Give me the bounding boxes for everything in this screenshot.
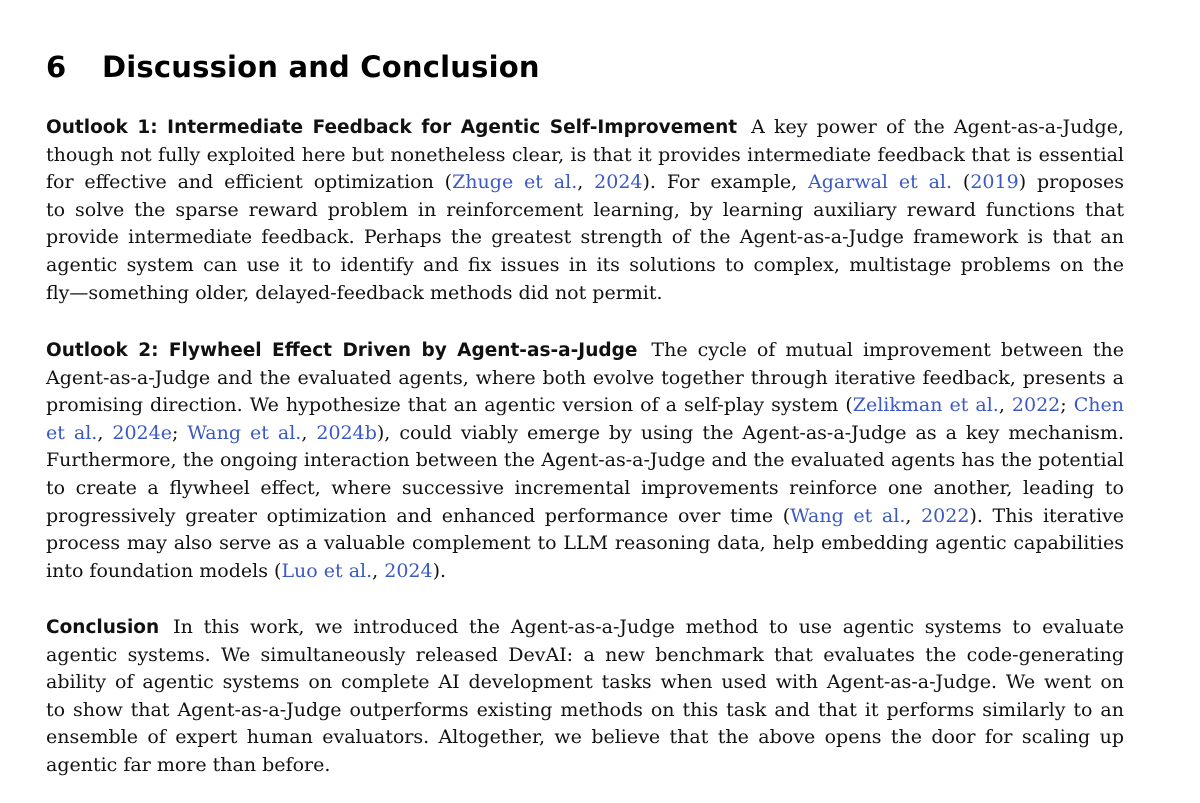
outlook-1-paragraph: [46, 114, 1124, 307]
paragraph-line: [46, 252, 1124, 280]
text-run: A key power of the Agent-as-a-Judge,: [751, 116, 1124, 138]
text-run: to show that Agent-as-a-Judge outperforms existing methods on this task and that it performs similarly to an: [46, 698, 1124, 721]
paragraph-line: [46, 365, 1124, 393]
citation-link[interactable]: 2019: [970, 171, 1019, 194]
paragraph-line: [46, 752, 1124, 780]
text-run: ,: [372, 559, 385, 582]
citation-link[interactable]: Chen: [1073, 394, 1124, 417]
citation-link[interactable]: 2022: [1011, 394, 1061, 417]
citation-link[interactable]: Agarwal et al.: [808, 171, 953, 194]
citation-link[interactable]: 2022: [921, 504, 970, 527]
outlook-2-paragraph: [46, 337, 1124, 585]
paragraph-line: [46, 224, 1124, 252]
citation-link[interactable]: Zelikman et al.: [852, 394, 999, 417]
text-run: ), could viably emerge by using the Agent-as-a-Judge as a key mechanism.: [376, 421, 1124, 444]
text-run: ,: [97, 421, 113, 444]
text-run: ). For example,: [642, 171, 809, 194]
outlook-1-heading: Outlook 1: Intermediate Feedback for Agentic Self-Improvement: [46, 117, 738, 138]
paragraph-line: [46, 142, 1124, 170]
paragraph-line: [46, 447, 1124, 475]
citation-link[interactable]: 2024: [594, 171, 643, 194]
paragraph-line: [46, 614, 1124, 642]
citation-link[interactable]: Wang et al.: [790, 504, 906, 527]
paragraph-line: [46, 337, 1124, 365]
paragraph-line: [46, 420, 1124, 448]
paragraph-line: [46, 697, 1124, 725]
outlook-2-heading: Outlook 2: Flywheel Effect Driven by Agent-as-a-Judge: [46, 340, 638, 361]
paragraph-line: [46, 724, 1124, 752]
citation-link[interactable]: Wang et al.: [187, 421, 302, 444]
text-run: to create a flywheel effect, where successive incremental improvements reinforce one another, leading to: [46, 476, 1124, 499]
text-run: ;: [171, 421, 188, 444]
text-run: ). This iterative: [969, 504, 1125, 527]
citation-link[interactable]: 2024: [384, 559, 433, 582]
paragraph-line: [46, 197, 1124, 225]
text-run: Agent-as-a-Judge and the evaluated agents, where both evolve together through iterative feedback, presents a: [46, 366, 1124, 389]
text-run: ;: [1060, 394, 1074, 417]
text-run: ,: [577, 171, 595, 194]
conclusion-heading: Conclusion: [46, 617, 160, 638]
text-run: into foundation models (: [46, 559, 282, 582]
paragraph-line: [46, 280, 1124, 308]
text-run: agentic systems. We simultaneously released DevAI: a new benchmark that evaluates the code-generating: [46, 643, 1124, 666]
section-title-text: Discussion and Conclusion: [102, 50, 540, 84]
text-run: promising direction. We hypothesize that an agentic version of a self-play system (: [46, 394, 853, 417]
paragraph-line: [46, 642, 1124, 670]
paragraph-line: [46, 392, 1124, 420]
text-run: Furthermore, the ongoing interaction between the Agent-as-a-Judge and the evaluated agents has the potential: [46, 449, 1124, 472]
text-run: ensemble of expert human evaluators. Altogether, we believe that the above opens the door for scaling up: [46, 726, 1124, 749]
text-run: In this work, we introduced the Agent-as-a-Judge method to use agentic systems to evaluate: [173, 616, 1124, 638]
text-run: agentic system can use it to identify and fix issues in its solutions to complex, multistage problems on the: [46, 253, 1124, 276]
citation-link[interactable]: Zhuge et al.: [452, 171, 578, 194]
conclusion-paragraph: [46, 614, 1124, 780]
text-run: fly—something older, delayed-feedback methods did not permit.: [46, 281, 663, 304]
citation-link[interactable]: Luo et al.: [281, 559, 373, 582]
paragraph-line: [46, 558, 1124, 586]
paragraph-line: [46, 114, 1124, 142]
text-run: ,: [998, 394, 1012, 417]
text-run: for effective and efficient optimization (: [46, 171, 453, 194]
citation-link[interactable]: 2024b: [316, 421, 377, 444]
text-run: agentic far more than before.: [46, 753, 331, 776]
text-run: (: [952, 171, 971, 194]
section-title: [46, 50, 540, 84]
text-run: to solve the sparse reward problem in reinforcement learning, by learning auxiliary reward functions that: [46, 198, 1124, 221]
text-run: The cycle of mutual improvement between the: [651, 339, 1125, 361]
text-run: though not fully exploited here but nonetheless clear, is that it provides intermediate feedback that is essential: [46, 143, 1124, 166]
section-number: 6: [46, 50, 67, 84]
paragraph-line: [46, 530, 1124, 558]
text-run: ) proposes: [1018, 171, 1125, 194]
text-run: provide intermediate feedback. Perhaps the greatest strength of the Agent-as-a-Judge framework is that an: [46, 226, 1124, 249]
text-run: process may also serve as a valuable complement to LLM reasoning data, help embedding agentic capabilities: [46, 532, 1124, 555]
text-run: progressively greater optimization and enhanced performance over time (: [46, 504, 791, 527]
text-run: ,: [905, 504, 922, 527]
text-run: ).: [432, 559, 447, 582]
paragraph-line: [46, 475, 1124, 503]
citation-link[interactable]: et al.: [46, 421, 98, 444]
text-run: ability of agentic systems on complete AI development tasks when used with Agent-as-a-Judge. We went on: [46, 671, 1124, 694]
paragraph-line: [46, 503, 1124, 531]
citation-link[interactable]: 2024e: [112, 421, 172, 444]
paragraph-line: [46, 669, 1124, 697]
text-run: ,: [301, 421, 317, 444]
paragraph-line: [46, 169, 1124, 197]
